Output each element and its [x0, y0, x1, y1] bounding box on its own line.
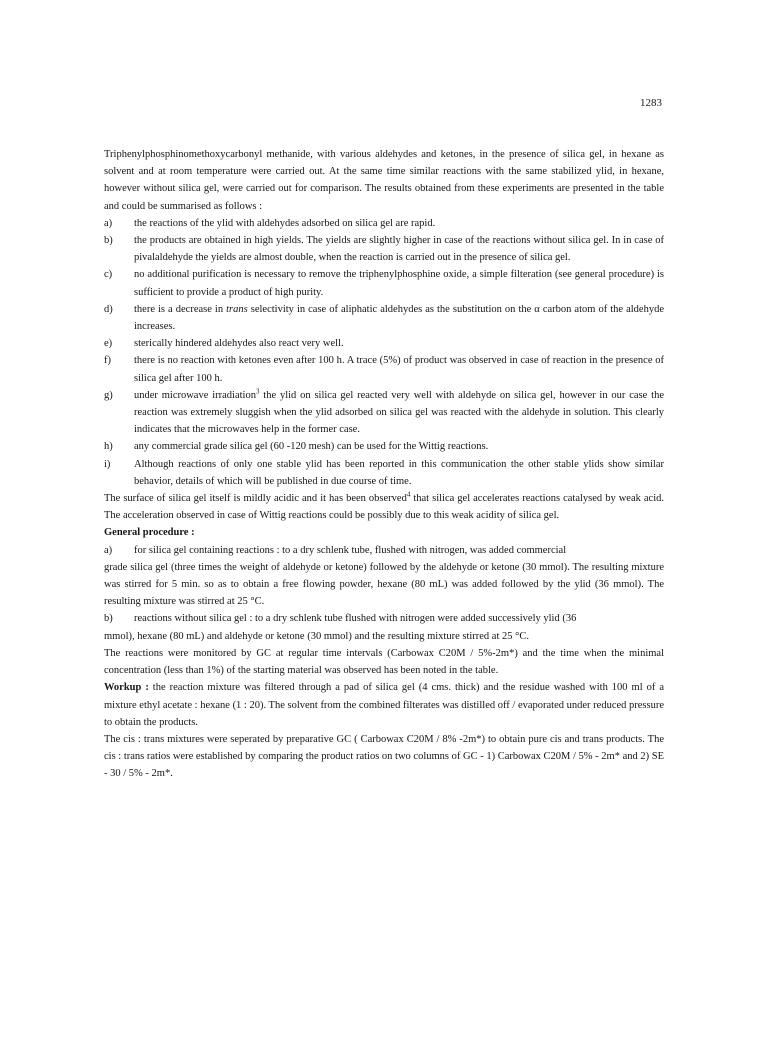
list-marker: a): [104, 217, 113, 229]
list-item: [104, 301, 664, 335]
list-marker: a): [104, 544, 113, 556]
list-marker: h): [104, 441, 113, 453]
procedure-b-first-line: [104, 610, 664, 627]
list-item: [104, 387, 664, 439]
list-marker: b): [104, 613, 113, 625]
reference-superscript: 3: [255, 387, 260, 396]
text-segment: the ylid on silica gel reacted very well with aldehyde on silica gel, however in our case the reaction was extremely sluggish when the ylid adsorbed on silica gel was reacted with the aldehyde in solution. This clearly indicates that the microwaves help in the former case.: [134, 389, 664, 436]
list-marker: f): [104, 355, 111, 367]
body-text: [104, 146, 664, 783]
list-item-text: the reactions of the ylid with aldehydes adsorbed on silica gel are rapid.: [134, 217, 436, 229]
text-segment: The surface of silica gel itself is mildly acidic and it has been observed: [104, 493, 407, 505]
list-item-text: sterically hindered aldehydes also react very well.: [134, 338, 344, 350]
list-item: [104, 266, 664, 300]
procedure-text: for silica gel containing reactions : to a dry schlenk tube, flushed with nitrogen, was added commercial: [134, 544, 567, 556]
text-segment: that silica gel accelerates reactions catalysed by weak acid. The acceleration observed in case of Wittig reactions could be possibly due to this weak acidity of silica gel.: [104, 493, 664, 522]
italic-term: trans: [226, 303, 248, 315]
list-item: [104, 352, 664, 386]
list-item: [104, 438, 664, 455]
procedure-a-first-line: [104, 542, 664, 559]
text-segment: the reaction mixture was filtered through a pad of silica gel (4 cms. thick) and the residue washed with 100 ml of a mixture ethyl acetate : hexane (1 : 20). The solvent from the combined filterates was distilled off / evaporated under reduced pressure to obtain the products.: [104, 682, 664, 728]
workup-paragraph: [104, 679, 664, 731]
list-item-text: any commercial grade silica gel (60 -120 mesh) can be used for the Wittig reactions.: [134, 441, 489, 453]
list-marker: g): [104, 389, 113, 401]
list-item: [104, 232, 664, 266]
list-item-text: [134, 301, 664, 335]
findings-list: [104, 215, 664, 490]
list-item: [104, 335, 664, 352]
list-item: [104, 215, 664, 232]
list-marker: b): [104, 235, 113, 247]
general-procedure-heading: General procedure :: [104, 527, 195, 539]
text-segment: selectivity in case of aliphatic aldehydes as the substitution on the α carbon atom of the aldehyde increases.: [134, 303, 665, 333]
page-number: 1283: [640, 97, 662, 109]
list-item-text: no additional purification is necessary to remove the triphenylphosphine oxide, a simple filteration (see general procedure) is sufficient to provide a product of high purity.: [134, 269, 664, 298]
procedure-text: reactions without silica gel : to a dry schlenk tube flushed with nitrogen were added successively ylid (36: [134, 613, 577, 625]
list-item-text: the products are obtained in high yields. The yields are slightly higher in case of the reactions without silica gel. In in case of pivalaldehyde the yields are almost double, when the reaction is carried out in the presence of silica gel.: [134, 235, 664, 264]
list-marker: c): [104, 269, 113, 281]
list-marker: e): [104, 338, 113, 350]
list-item: [104, 456, 664, 490]
list-marker: d): [104, 303, 113, 315]
monitoring-paragraph: The reactions were monitored by GC at regular time intervals (Carbowax C20M / 5%-2m*) and the time when the minimal concentration (less than 1%) of the starting material was observed has been noted in the table.: [104, 647, 664, 677]
surface-paragraph: [104, 490, 664, 524]
list-item-text: Although reactions of only one stable ylid has been reported in this communication the other stable ylids show similar behavior, details of which will be published in due course of time.: [134, 458, 664, 487]
procedure-a-continuation: grade silica gel (three times the weight of aldehyde or ketone) followed by the aldehyde or ketone (30 mmol). The resulting mixture was stirred for 5 min. so as to obtain a free flowing powder, hexane (80 mL) was added followed by the ylid (36 mmol). The resulting mixture was stirred at 25 °C.: [104, 561, 664, 608]
list-item-text: there is no reaction with ketones even after 100 h. A trace (5%) of product was observed in case of reaction in the presence of silica gel after 100 h.: [134, 355, 664, 384]
cis-trans-paragraph: The cis : trans mixtures were seperated by preparative GC ( Carbowax C20M / 8% -2m*) to obtain pure cis and trans products. The cis : trans ratios were established by comparing the product ratios on two columns of GC - 1) Carbowax C20M / 5% - 2m* and 2) SE - 30 / 5% - 2m*.: [104, 733, 664, 780]
list-marker: i): [104, 458, 111, 470]
text-segment: there is a decrease in: [134, 303, 227, 315]
intro-paragraph: Triphenylphosphinomethoxycarbonyl methanide, with various aldehydes and ketones, in the presence of silica gel, in hexane as solvent and at room temperature were carried out. At the same time similar reactions with the same stabilized ylid, in hexane, however without silica gel, were carried out for comparison. The results obtained from these experiments are presented in the table and could be summarised as follows :: [104, 149, 664, 212]
procedure-b-continuation: mmol), hexane (80 mL) and aldehyde or ketone (30 mmol) and the resulting mixture stirred at 25 °C.: [104, 630, 529, 642]
list-item-text: [134, 387, 664, 439]
text-segment: under microwave irradiation: [134, 389, 256, 401]
workup-label: Workup :: [104, 682, 149, 694]
reference-superscript: 4: [406, 490, 411, 499]
